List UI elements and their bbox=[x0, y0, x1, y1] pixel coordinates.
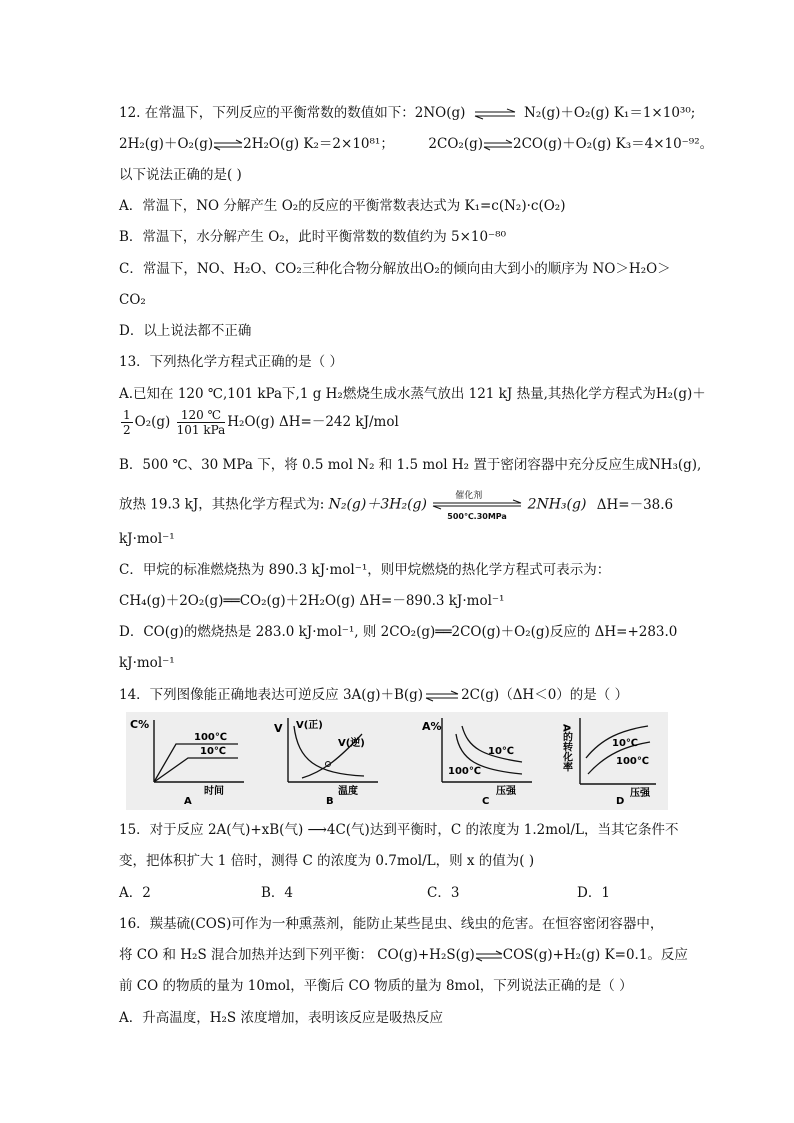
q15-option-b[interactable]: B．4 bbox=[261, 885, 294, 901]
graph-c-label-10: 10℃ bbox=[488, 746, 515, 757]
q16-line1: 16．羰基硫(COS)可作为一种熏蒸剂，能防止某些昆虫、线虫的危害。在恒容密闭容器中， bbox=[119, 916, 664, 932]
q16-option-a[interactable]: A．升高温度，H₂S 浓度增加，表明该反应是吸热反应 bbox=[119, 1010, 443, 1026]
q12-prompt: 以下说法正确的是( ) bbox=[119, 167, 242, 183]
graph-d-xlabel: 压强 bbox=[630, 788, 650, 799]
graph-b-letter: B bbox=[326, 796, 334, 807]
q13-option-d[interactable]: D．CO(g)的燃烧热是 283.0 kJ·mol⁻¹, 则 2CO₂(g)══2CO(g)＋O₂(g)反应的 ΔH=+283.0 bbox=[119, 624, 678, 640]
q12-option-d[interactable]: D．以上说法都不正确 bbox=[119, 323, 252, 339]
graph-a-ylabel: C% bbox=[130, 718, 150, 731]
q15-line2: 变，把体积扩大 1 倍时，测得 C 的浓度为 0.7mol/L，则 x 的值为( ) bbox=[119, 853, 535, 869]
graph-b-curve-forward bbox=[294, 726, 364, 776]
q13-option-c[interactable]: C．甲烷的标准燃烧热为 890.3 kJ·mol⁻¹，则甲烷燃烧的热化学方程式可表示为： bbox=[119, 562, 611, 578]
graph-a[interactable] bbox=[130, 718, 244, 807]
graph-a-label-10: 10℃ bbox=[200, 746, 227, 757]
graph-a-letter: A bbox=[184, 796, 192, 807]
q15-options bbox=[119, 884, 610, 902]
q12-line2: 2H₂(g)＋O₂(g) 2H₂O(g) K₂＝2×10⁸¹； 2CO₂(g) 2CO(g)＋O₂(g) K₃＝4×10⁻⁹²。 bbox=[119, 136, 714, 152]
graph-b-ylabel: V bbox=[274, 722, 283, 735]
graph-d-label-100: 100℃ bbox=[616, 756, 649, 767]
q12-option-b[interactable]: B．常温下，水分解产生 O₂，此时平衡常数的数值约为 5×10⁻⁸⁰ bbox=[119, 229, 507, 245]
q13-option-c-equation: CH₄(g)＋2O₂(g)══CO₂(g)＋2H₂O(g) ΔH=－890.3 kJ·mol⁻¹ bbox=[119, 593, 505, 609]
equilibrium-arrow-icon bbox=[473, 108, 517, 120]
graph-c-label-100: 100℃ bbox=[448, 766, 481, 777]
graph-c-xlabel: 压强 bbox=[496, 786, 516, 797]
graph-c-ylabel: A% bbox=[422, 720, 442, 733]
graph-b-xlabel: 温度 bbox=[338, 786, 358, 797]
graph-b[interactable] bbox=[274, 718, 378, 807]
q16-line2: 将 CO 和 H₂S 混合加热并达到下列平衡： CO(g)+H₂S(g) COS(g)+H₂(g) K=0.1。反应 bbox=[119, 947, 688, 963]
q14-graphs bbox=[126, 712, 668, 810]
q12-option-c-cont: CO₂ bbox=[119, 292, 146, 308]
q12-line1: 12. 在常温下，下列反应的平衡常数的数值如下：2NO(g) N₂(g)＋O₂(g) K₁＝1×10³⁰; bbox=[119, 105, 696, 121]
equilibrium-arrow-icon bbox=[483, 139, 513, 151]
q15-option-a[interactable]: A．2 bbox=[119, 885, 151, 901]
graph-d-label-10: 10℃ bbox=[612, 738, 639, 749]
graph-c[interactable] bbox=[422, 718, 532, 807]
q13-option-d-unit: kJ·mol⁻¹ bbox=[119, 655, 175, 671]
q15-option-c[interactable]: C．3 bbox=[427, 885, 460, 901]
q13-option-a[interactable]: A.已知在 120 ℃,101 kPa下,1 g H₂燃烧生成水蒸气放出 121 kJ 热量,其热化学方程式为H₂(g)＋ bbox=[119, 386, 706, 402]
q16-line3: 前 CO 的物质的量为 10mol，平衡后 CO 物质的量为 8mol，下列说法正确的是（ ） bbox=[119, 978, 633, 994]
graph-d-ylabel: A的转化率 bbox=[560, 724, 572, 772]
q12-option-a[interactable]: A．常温下，NO 分解产生 O₂的反应的平衡常数表达式为 K₁=c(N₂)·c(O₂) bbox=[119, 198, 566, 214]
q14-stem: 14．下列图像能正确地表达可逆反应 3A(g)＋B(g) 2C(g)（ΔH＜0）的是（ ） bbox=[119, 687, 629, 703]
graph-d-letter: D bbox=[616, 796, 625, 807]
graph-c-letter: C bbox=[482, 796, 490, 807]
graph-b-label-forward: V(正) bbox=[296, 720, 323, 731]
q13-option-b-equation: 放热 19.3 kJ，其热化学方程式为: N₂(g)＋3H₂(g) 催化剂 500℃.30MPa 2NH₃(g) ΔH=－38.6 bbox=[119, 491, 674, 521]
equilibrium-arrow-icon bbox=[475, 950, 503, 962]
equilibrium-arrow-icon bbox=[425, 690, 459, 702]
catalyst-arrow: 催化剂 500℃.30MPa bbox=[431, 495, 523, 515]
q13-stem: 13．下列热化学方程式正确的是（ ） bbox=[119, 354, 343, 370]
graph-a-label-100: 100℃ bbox=[194, 732, 227, 743]
half-fraction: $\frac{1}{2}$ bbox=[123, 408, 131, 437]
reaction-condition: $\frac{120 ℃}{\text{101 kPa}}$ bbox=[176, 408, 226, 437]
q13-option-b[interactable]: B．500 ℃、30 MPa 下，将 0.5 mol N₂ 和 1.5 mol H₂ 置于密闭容器中充分反应生成NH₃(g), bbox=[119, 457, 702, 473]
q15-option-d[interactable]: D．1 bbox=[577, 885, 610, 901]
equilibrium-arrow-icon bbox=[213, 139, 243, 151]
graph-a-xlabel: 时间 bbox=[204, 786, 224, 797]
q12-option-c[interactable]: C．常温下，NO、H₂O、CO₂三种化合物分解放出O₂的倾向由大到小的顺序为 NO＞H₂O＞ bbox=[119, 261, 671, 277]
q15-line1: 15．对于反应 2A(气)+xB(气) ⟶4C(气)达到平衡时，C 的浓度为 1.2mol/L，当其它条件不 bbox=[119, 822, 679, 838]
graph-a-curve-10 bbox=[154, 758, 238, 782]
graph-d[interactable] bbox=[561, 718, 657, 807]
q13-option-a-equation: $\frac{1}{2}$ O₂(g) $\frac{120 ℃}{\text{101 kPa}}$ H₂O(g) ΔH=－242 kJ/mol bbox=[123, 408, 399, 437]
q13-option-b-unit: kJ·mol⁻¹ bbox=[119, 531, 175, 547]
graph-b-label-reverse: V(逆) bbox=[338, 738, 365, 749]
